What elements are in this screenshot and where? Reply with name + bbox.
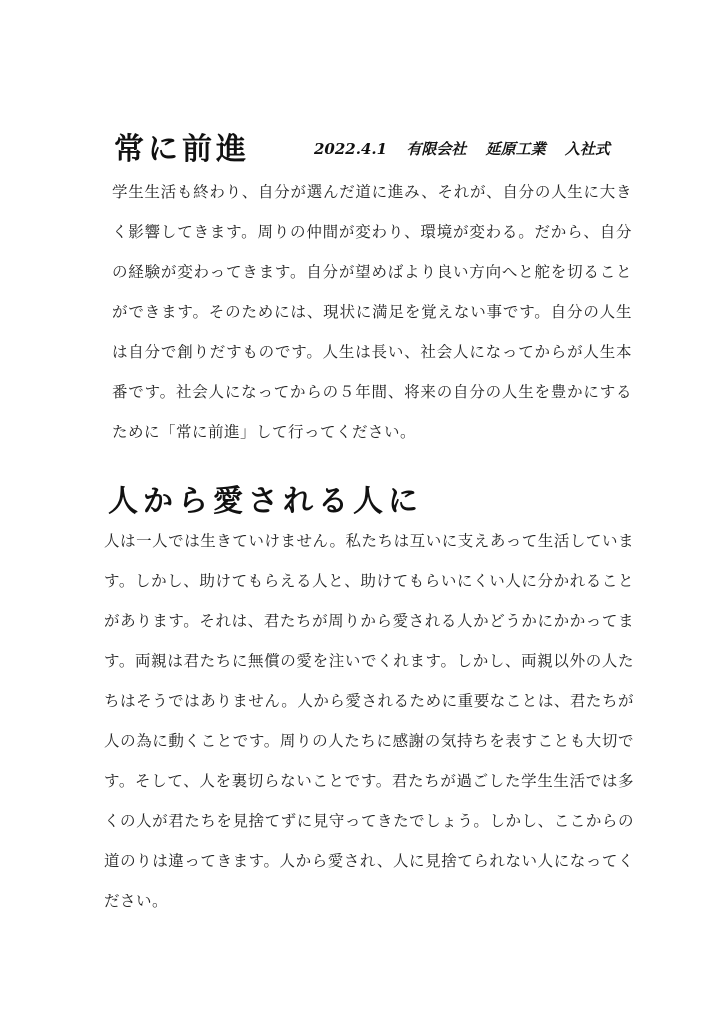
- event-name: 入社式: [564, 140, 610, 158]
- company-name: 延原工業: [485, 140, 546, 158]
- title-row: [114, 124, 674, 174]
- section1-body: 学生生活も終わり、自分が選んだ道に進み、それが、自分の人生に大きく影響してきます。周りの仲間が変わり、環境が変わる。だから、自分の経験が変わってきます。自分が望めばより良い方向へと舵を切ることができます。そのためには、現状に満足を覚えない事です。自分の人生は自分で創りだすものです。人生は長い、社会人になってからが人生本番です。社会人になってからの５年間、将来の自分の人生を豊かにするために「常に前進」して行ってください。: [112, 183, 632, 441]
- section2-body: 人は一人では生きていけません。私たちは互いに支えあって生活しています。しかし、助けてもらえる人と、助けてもらいにくい人に分かれることがあります。それは、君たちが周りから愛される人かどうかにかかってます。両親は君たちに無償の愛を注いでくれます。しかし、両親以外の人たちはそうではありません。人から愛されるために重要なことは、君たちが人の為に動くことです。周りの人たちに感謝の気持ちを表すことも大切です。そして、人を裏切らないことです。君たちが過ごした学生生活では多くの人が君たちを見捨てずに見守ってきたでしょう。しかし、ここからの道のりは違ってきます。人から愛され、人に見捨てられない人になってください。: [104, 532, 634, 910]
- section2-heading: 人から愛される人に: [108, 484, 423, 519]
- section2-heading-wrap: [108, 476, 423, 520]
- section1-heading: 常に前進: [114, 132, 250, 167]
- event-info: [314, 138, 624, 159]
- event-date: 2022.4.1: [314, 140, 388, 158]
- company-type: 有限会社: [406, 140, 467, 158]
